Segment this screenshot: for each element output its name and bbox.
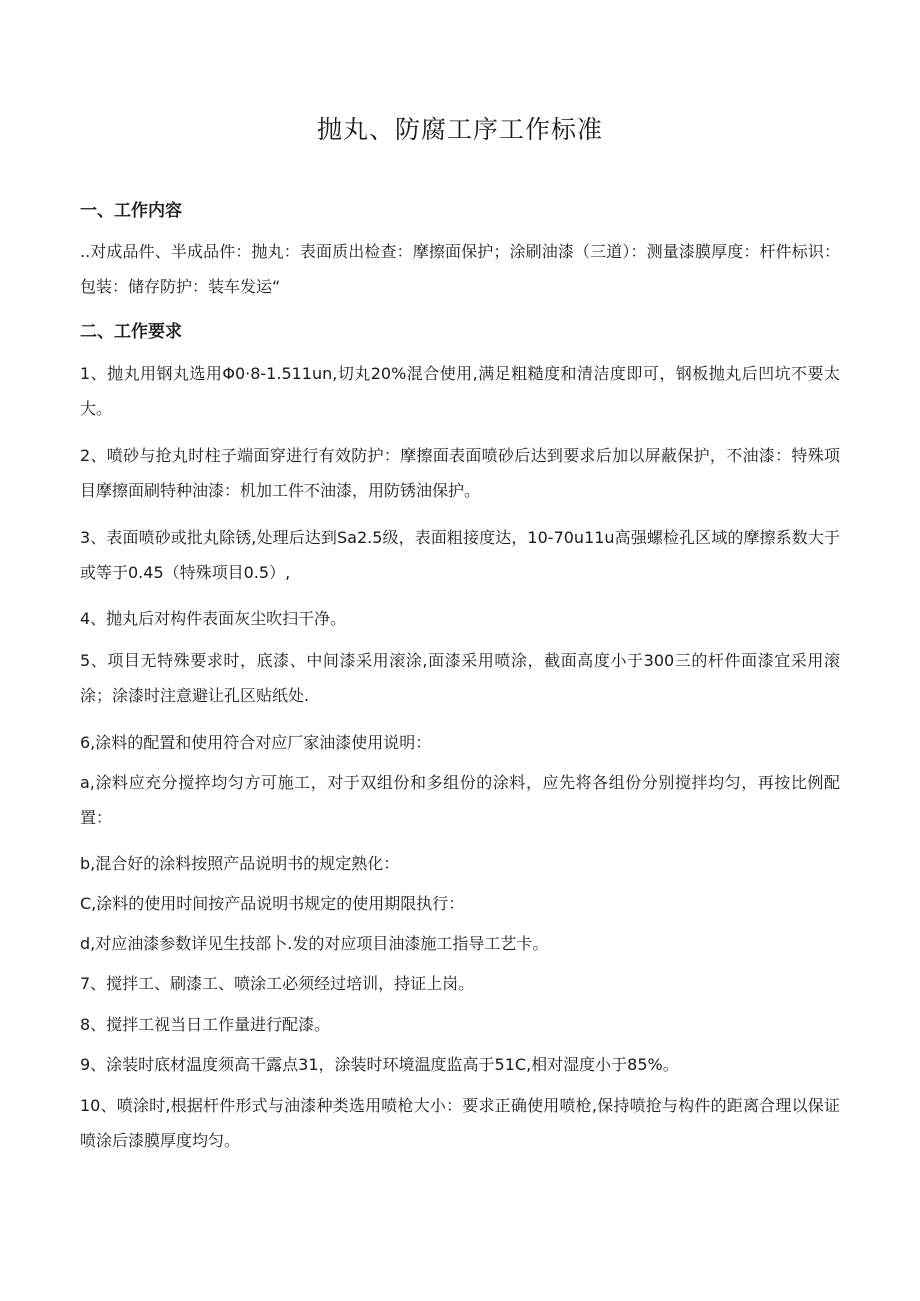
requirement-item-9: 9、涂装时底材温度须高干露点31，涂装时环境温度监高于51C,相对湿度小于85%。 [80, 1055, 679, 1074]
requirement-item-6a: a,涂料应充分搅捽均匀方可施工，对于双组份和多组份的涂料，应先将各组份分别搅拌均匀，再按比例配置： [80, 773, 840, 827]
requirement-item-6d: d,对应油漆参数详见生技部卜.发的对应项目油漆施工指导工艺卡。 [80, 934, 549, 953]
document-title: 抛丸、防腐工序工作标准 [316, 115, 603, 144]
requirement-item-10: 10、喷涂时,根据杆件形式与油漆种类选用喷枪大小：要求正确使用喷枪,保持喷抢与构件的距离合理以保证喷涂后漆膜厚度均匀。 [80, 1096, 840, 1150]
section-heading-work-requirements: 二、工作要求 [80, 322, 182, 342]
requirement-item-2: 2、喷砂与抢丸时柱子端面穿进行有效防护：摩擦面表面喷砂后达到要求后加以屏蔽保护，不油漆：特殊项目摩擦面刷特种油漆：机加工件不油漆，用防锈油保护。 [80, 446, 840, 500]
work-content-paragraph: ..对成品件、半成品件：抛丸：表面质出检查：摩擦面保护；涂刷油漆（三道）：测量漆膜厚度：杆件标识：包装：储存防护：装车发运“ [80, 242, 840, 296]
requirement-item-4: 4、抛丸后对构件表面灰尘吹扫干净。 [80, 609, 347, 628]
requirement-item-8: 8、搅拌工视当日工作量进行配漆。 [80, 1015, 331, 1034]
requirement-item-6: 6,涂料的配置和使用符合对应厂家油漆使用说明： [80, 733, 432, 752]
requirement-item-6b: b,混合好的涂料按照产品说明书的规定熟化： [80, 854, 400, 873]
section-heading-work-content: 一、工作内容 [80, 201, 182, 221]
requirement-item-5: 5、项目无特殊要求时，底漆、中间漆采用滚涂,面漆采用喷涂，截面高度小于300三的杆件面漆宜采用滚涂；涂漆时注意避让孔区贴纸处. [80, 651, 840, 705]
requirement-item-3: 3、表面喷砂或批丸除锈,处理后达到Sa2.5级，表面粗接度达，10-70u11u高强螺检孔区域的摩擦系数大于或等于0.45（特殊项目0.5）, [80, 528, 840, 582]
requirement-item-1: 1、抛丸用钢丸选用Φ0·8-1.511un,切丸20%混合使用,满足粗糙度和清洁度即可，钢板抛丸后凹坑不要太大。 [80, 364, 840, 418]
requirement-item-7: 7、搅拌工、刷漆工、喷涂工必须经过培训，持证上岗。 [80, 974, 475, 993]
requirement-item-6c: C,涂料的使用时间按产品说明书规定的使用期限执行： [80, 894, 465, 913]
